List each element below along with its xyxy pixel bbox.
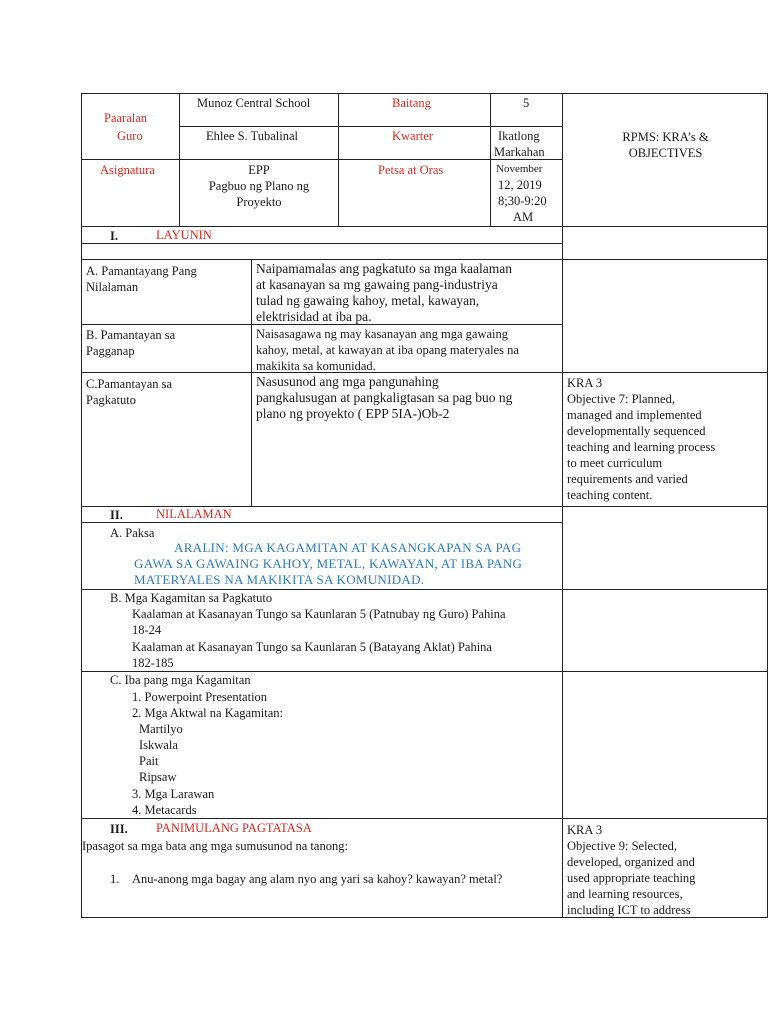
- iba-pang-kagamitan-label: C. Iba pang mga Kagamitan: [110, 673, 251, 687]
- section-1-title: LAYUNIN: [156, 228, 212, 242]
- rpms-title-1: RPMS: KRA’s &: [622, 130, 709, 144]
- paaralan-label: Paaralan: [104, 111, 148, 125]
- c-text-line-3: plano ng proyekto ( EPP 5IA-)Ob-2: [256, 406, 450, 421]
- aralin-line-1: ARALIN: MGA KAGAMITAN AT KASANGKAPAN SA PAG: [174, 540, 522, 555]
- rpms-title-2: OBJECTIVES: [628, 146, 703, 160]
- question-1-text: Anu-anong mga bagay ang alam nyo ang yari sa kahoy? kawayan? metal?: [132, 872, 503, 886]
- petsa-line-2: 12, 2019: [498, 178, 542, 192]
- petsa-line-4: AM: [513, 210, 534, 224]
- asignatura-line-2: Pagbuo ng Plano ng: [208, 179, 310, 193]
- kwarter-value-2: Markahan: [494, 145, 545, 159]
- kagamitan-label: B. Mga Kagamitan sa Pagkatuto: [110, 591, 273, 605]
- kra7-line-8: teaching content.: [567, 488, 653, 502]
- kra9-line-2: Objective 9: Selected,: [567, 839, 678, 853]
- b-text-line-3: makikita sa komunidad.: [256, 359, 376, 373]
- kra7-line-6: to meet curriculum: [567, 456, 663, 470]
- guro-label: Guro: [117, 129, 143, 143]
- c-label-line-1: C.Pamantayan sa: [86, 377, 173, 391]
- kra7-line-7: requirements and varied: [567, 472, 688, 486]
- paaralan-value: Munoz Central School: [197, 96, 311, 110]
- a-label-line-1: A. Pamantayang Pang: [86, 264, 197, 278]
- b-label-line-1: B. Pamantayan sa: [86, 328, 176, 342]
- b-label-line-2: Pagganap: [86, 344, 135, 358]
- section-2-number: II.: [110, 508, 123, 522]
- petsa-line-1: November: [496, 163, 543, 175]
- question-1-number: 1.: [110, 872, 120, 886]
- kra7-line-1: KRA 3: [567, 376, 603, 390]
- list-item: Pait: [139, 754, 159, 768]
- a-text-line-3: tulad ng gawaing kahoy, metal, kawayan,: [256, 293, 480, 308]
- list-item: 1. Powerpoint Presentation: [132, 690, 268, 704]
- kagamitan-line-2: 18-24: [132, 623, 162, 637]
- b-text-line-1: Naisasagawa ng may kasanayan ang mga gawaing: [256, 327, 508, 341]
- list-item: 4. Metacards: [132, 803, 197, 817]
- kra7-line-3: managed and implemented: [567, 408, 702, 422]
- baitang-value: 5: [523, 96, 530, 110]
- section-1-number: I.: [110, 229, 118, 243]
- kagamitan-line-3: Kaalaman at Kasanayan Tungo sa Kaunlaran 5 (Batayang Aklat) Pahina: [132, 640, 492, 654]
- instruction-text: Ipasagot sa mga bata ang mga sumusunod na tanong:: [82, 839, 348, 853]
- section-3-number: III.: [110, 822, 128, 836]
- c-text-line-2: pangkalusugan at pangkaligtasan sa pag buo ng: [256, 390, 513, 405]
- a-label-line-2: Nilalaman: [86, 280, 139, 294]
- kagamitan-line-1: Kaalaman at Kasanayan Tungo sa Kaunlaran 5 (Patnubay ng Guro) Pahina: [132, 607, 506, 621]
- list-item: 3. Mga Larawan: [132, 787, 215, 801]
- petsa-label: Petsa at Oras: [378, 163, 444, 177]
- asignatura-line-3: Proyekto: [236, 195, 282, 209]
- b-text-line-2: kahoy, metal, at kawayan at iba opang materyales na: [256, 343, 519, 357]
- list-item: Ripsaw: [139, 770, 177, 784]
- aralin-line-3: MATERYALES NA MAKIKITA SA KOMUNIDAD.: [134, 572, 425, 587]
- aralin-line-2: GAWA SA GAWAING KAHOY, METAL, KAWAYAN, AT IBA PANG: [134, 556, 523, 571]
- a-text-line-4: elektrisidad at iba pa.: [256, 309, 372, 324]
- kagamitan-line-4: 182-185: [132, 656, 174, 670]
- asignatura-line-1: EPP: [248, 163, 270, 177]
- c-label-line-2: Pagkatuto: [86, 393, 136, 407]
- kra9-line-1: KRA 3: [567, 823, 603, 837]
- section-3-title: PANIMULANG PAGTATASA: [156, 821, 312, 835]
- kra7-line-5: teaching and learning process: [567, 440, 716, 454]
- list-item: 2. Mga Aktwal na Kagamitan:: [132, 706, 284, 720]
- c-text-line-1: Nasusunod ang mga pangunahing: [256, 374, 439, 389]
- petsa-line-3: 8;30-9:20: [498, 194, 547, 208]
- section-2-title: NILALAMAN: [156, 507, 232, 521]
- guro-value: Ehlee S. Tubalinal: [206, 129, 299, 143]
- list-item: Iskwala: [139, 738, 178, 752]
- kwarter-value-1: Ikatlong: [498, 129, 540, 143]
- kra9-line-3: developed, organized and: [567, 855, 695, 869]
- a-text-line-2: at kasanayan sa mg gawaing pang-industriya: [256, 277, 498, 292]
- list-item: Martilyo: [139, 722, 183, 736]
- kra9-line-5: and learning resources,: [567, 887, 683, 901]
- kra9-line-4: used appropriate teaching: [567, 871, 696, 885]
- asignatura-label: Asignatura: [100, 163, 155, 177]
- paksa-label: A. Paksa: [110, 526, 155, 540]
- kwarter-label: Kwarter: [392, 129, 433, 143]
- a-text-line-1: Naipamamalas ang pagkatuto sa mga kaalaman: [256, 261, 513, 276]
- kra9-line-6: including ICT to address: [567, 903, 691, 917]
- baitang-label: Baitang: [392, 96, 431, 110]
- kra7-line-2: Objective 7: Planned,: [567, 392, 675, 406]
- kra7-line-4: developmentally sequenced: [567, 424, 706, 438]
